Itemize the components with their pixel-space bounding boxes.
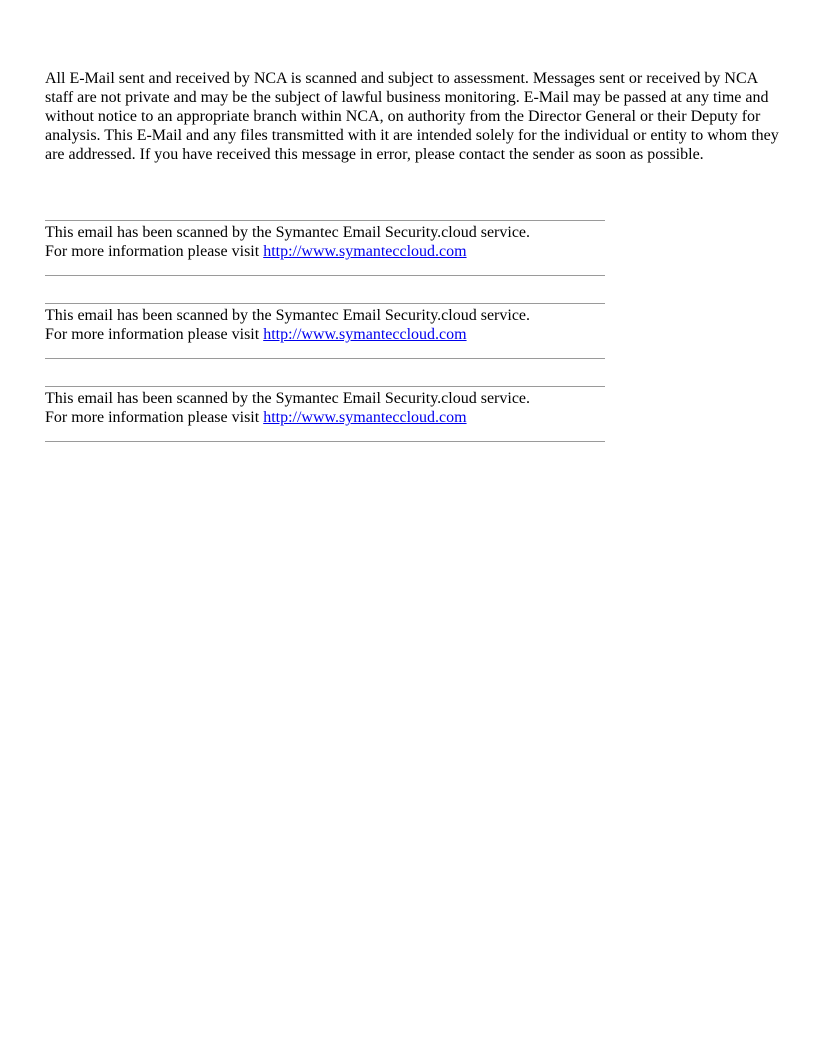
scan-notice-line: This email has been scanned by the Symantec Email Security.cloud service. [45,224,531,241]
symantec-link[interactable]: http://www.symanteccloud.com [263,243,467,260]
email-body [45,69,780,469]
scan-notice-text [45,387,605,433]
scan-info-prefix: For more information please visit [45,409,264,426]
scan-notice-block [45,220,605,276]
scan-info-prefix: For more information please visit [45,243,264,260]
scan-notice-text [45,304,605,350]
scan-notice-line: This email has been scanned by the Symantec Email Security.cloud service. [45,307,531,324]
scan-info-prefix: For more information please visit [45,326,264,343]
scan-notice-text [45,221,605,267]
bottom-divider [45,275,605,276]
scan-info-line [45,242,605,261]
scan-notice-block [45,303,605,359]
scan-notices [45,220,780,442]
nca-disclaimer-text: All E-Mail sent and received by NCA is scanned and subject to assessment. Messages sent or received by NCA staff are not private and may be the subject of lawful business monitoring. E-Mail may be passed at any time and without notice to an appropriate branch within NCA, on authority from the Director General or their Deputy for analysis. This E-Mail and any files transmitted with it are intended solely for the individual or entity to whom they are addressed. If you have received this message in error, please contact the sender as soon as possible. [45,70,779,163]
symantec-link[interactable]: http://www.symanteccloud.com [263,409,467,426]
scan-notice-block [45,386,605,442]
scan-notice-line: This email has been scanned by the Symantec Email Security.cloud service. [45,390,531,407]
bottom-divider [45,358,605,359]
scan-info-line [45,408,605,427]
symantec-link[interactable]: http://www.symanteccloud.com [263,326,467,343]
scan-info-line [45,325,605,344]
bottom-divider [45,441,605,442]
